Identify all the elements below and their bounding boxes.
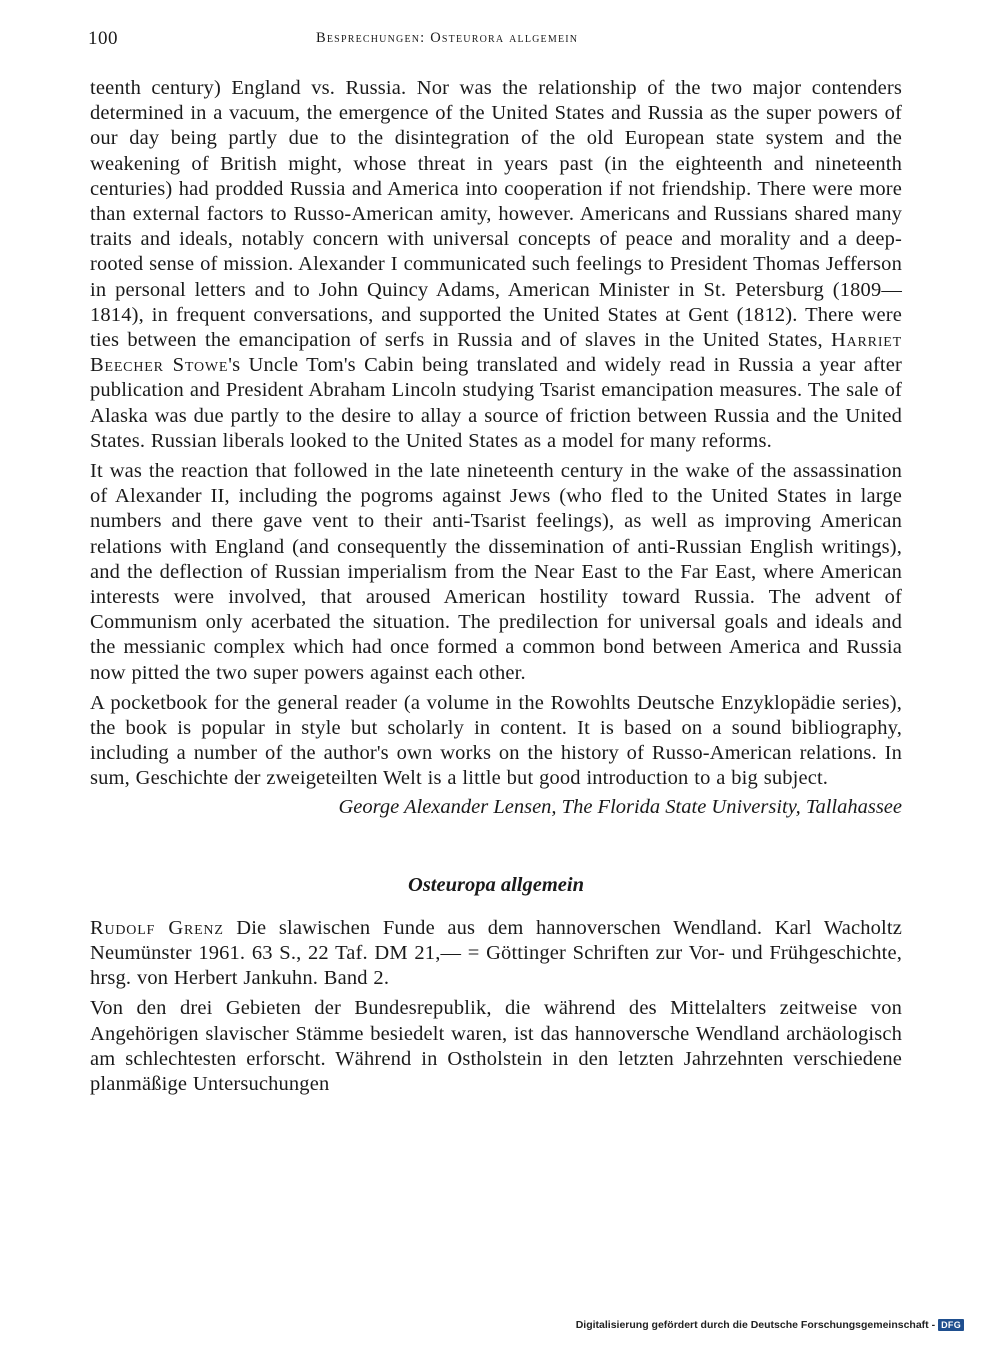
author-name-stowe: Harriet Beecher Stowe	[90, 329, 902, 377]
main-text-column	[90, 76, 902, 1097]
reviewer-signature: George Alexander Lensen, The Florida State University, Tallahassee	[338, 795, 902, 818]
section-heading: Osteuropa allgemein	[408, 873, 584, 896]
book-citation	[90, 916, 902, 992]
review-paragraph-1-continuation: 's Uncle Tom's Cabin being translated and widely read in Russia a year after publication and President Abraham Lincoln studying Tsarist emancipation measures. The sale of Alaska was due partly to the desire to allay a source of friction between Russia and the United States. Russian liberals looked to the United States as a model for many reforms.	[90, 354, 903, 452]
book-author: Rudolf Grenz	[90, 916, 224, 939]
book-citation-details: Die slawischen Funde aus dem hannoverschen Wendland. Karl Wacholtz Neumünster 1961. 63 S., 22 Taf. DM 21,— = Göttinger Schriften zur Vor- und Frühgeschichte, hrsg. von Herbert Jankuhn. Band 2.	[90, 916, 902, 990]
review-2-paragraph-1: Von den drei Gebieten der Bundesrepublik, die während des Mittelalters zeitweise von Angehörigen slavischer Stämme besiedelt waren, ist das hannoversche Wendland archäologisch am schlechtesten erforscht. Während in Ostholstein in den letzten Jahrzehnten verschiedene planmäßige Untersuchungen	[90, 997, 902, 1095]
footer-text: Digitalisierung gefördert durch die Deutsche Forschungsgemeinschaft -	[575, 1319, 936, 1331]
digitization-footer	[576, 1319, 964, 1331]
review-paragraph-1-text: teenth century) England vs. Russia. Nor was the relationship of the two major contenders determined in a vacuum, the emergence of the United States and Russia as the super powers of our day being partly due to the disintegration of the old European state system and the weakening of British might, whose threat in years past (in the eighteenth and nineteenth centuries) had prodded Russia and America into cooperation if not friendship. There were more than external factors to Russo-American amity, however. Americans and Russians shared many traits and ideals, notably concern with universal concepts of peace and morality and a deep-rooted sense of mission. Alexander I communicated such feelings to President Thomas Jefferson in personal letters and to John Quincy Adams, American Minister in St. Petersburg (1809—1814), in frequent conversations, and supported the United States at Gent (1812). There were ties between the emancipation of serfs in Russia and of slaves in the United States,	[90, 77, 902, 352]
review-paragraph-2: It was the reaction that followed in the late nineteenth century in the wake of the assassination of Alexander II, including the pogroms against Jews (who fled to the United States in large numbers and there gave vent to their anti-Tsarist feelings), as well as improving American relations with England (and consequently the dissemination of anti-Russian English writings), and the deflection of Russian imperialism from the Near East to the Far East, where American interests were involved, that aroused American hostility toward Russia. The advent of Communism only acerbated the situation. The predilection for universal goals and ideals and the messianic complex which had once formed a common bond between America and Russia now pitted the two super powers against each other.	[90, 460, 902, 684]
running-head: Besprechungen: Osteurora allgemein	[316, 30, 579, 46]
page-number: 100	[88, 28, 118, 49]
dfg-logo: DFG	[938, 1319, 964, 1331]
review-paragraph-3: A pocketbook for the general reader (a volume in the Rowohlts Deutsche Enzyklopädie series), the book is popular in style but scholarly in content. It is based on a sound bibliography, including a number of the author's own works on the history of Russo-American relations. In sum, Geschichte der zweigeteilten Welt is a little but good introduction to a big subject.	[90, 691, 902, 790]
review-paragraph-1	[90, 76, 902, 454]
